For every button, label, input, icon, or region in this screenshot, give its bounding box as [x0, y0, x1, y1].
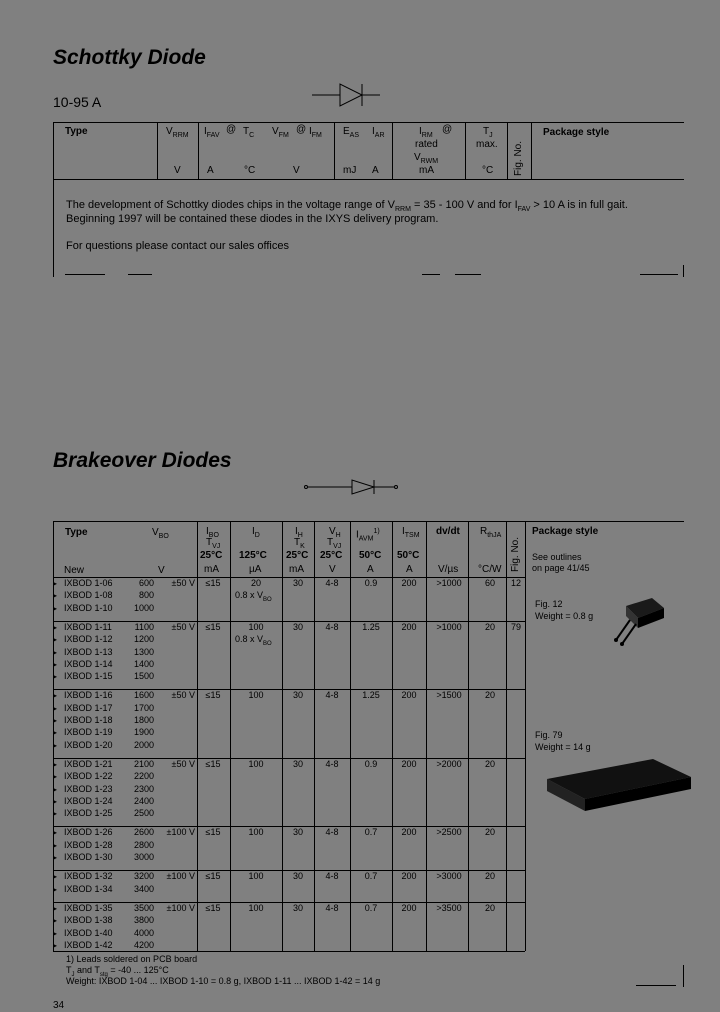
- brakeover-header-vbo: $V_{BO}$: [152, 527, 169, 540]
- schottky-unit: mA: [419, 165, 434, 176]
- schottky-header-ifm: $I_{FM}$: [309, 126, 322, 139]
- brakeover-header-id: $I_D$: [252, 526, 260, 539]
- brakeover-footer-rule: [683, 965, 684, 987]
- brakeover-table-bottom-rule: [53, 951, 525, 952]
- brakeover-header-ih-temp: 25°C: [286, 550, 309, 561]
- cell-dvdt: >1000: [436, 578, 462, 588]
- cell-vbo: 4200: [133, 939, 154, 950]
- schottky-header-irm: $I_{RM}$: [419, 126, 433, 139]
- schottky-header-ifav: $I_{FAV}$: [204, 126, 220, 139]
- page-number: 34: [53, 1000, 65, 1011]
- cell-type: IXBOD 1-30: [64, 852, 113, 862]
- brakeover-header-vh-temp: 25°C: [320, 550, 343, 561]
- cell-id: 100: [248, 827, 264, 838]
- schottky-table-header-rule: [53, 179, 684, 180]
- cell-type: IXBOD 1-42: [64, 939, 113, 950]
- cell-type: IXBOD 1-28: [64, 839, 113, 850]
- brakeover-col-divider: [525, 521, 526, 951]
- schottky-header-package: Package style: [543, 127, 610, 138]
- brakeover-header-itsm-unit: A: [406, 564, 413, 575]
- cell-vbo: 4000: [133, 927, 154, 938]
- schottky-footer-rule: [640, 274, 678, 275]
- cell-type: IXBOD 1-18: [64, 715, 113, 725]
- schottky-unit: °C: [482, 165, 494, 176]
- cell-type: IXBOD 1-32: [64, 871, 113, 882]
- brakeover-diode-symbol: [302, 478, 402, 496]
- brakeover-header-itsm: $I_{TSM}$: [402, 526, 420, 539]
- cell-iavm: 1.25: [362, 690, 380, 701]
- package-outlines-page: on page 41/45: [532, 563, 590, 573]
- cell-iavm: 0.7: [364, 871, 378, 882]
- cell-vbo: 3500: [133, 902, 154, 913]
- schottky-header-at: @: [442, 124, 453, 135]
- schottky-title: Schottky Diode: [53, 46, 206, 69]
- brakeover-col-divider: [426, 521, 427, 951]
- row-marker-icon: ▸: [53, 772, 58, 782]
- row-marker-icon: ▸: [53, 716, 58, 725]
- cell-ih: 30: [292, 871, 304, 882]
- schottky-footer-rule: [65, 274, 105, 275]
- cell-itsm: 200: [401, 621, 417, 632]
- cell-dvdt: >2000: [436, 758, 462, 769]
- cell-vbo: 2800: [133, 839, 154, 850]
- schottky-table-left-rule: [53, 122, 54, 277]
- cell-id-alt: 0.8 x $V_{BO}$: [235, 590, 272, 604]
- cell-vbo: 2400: [133, 795, 154, 806]
- cell-itsm: 200: [401, 690, 417, 701]
- cell-itsm: 200: [401, 827, 417, 838]
- cell-rth: 20: [484, 690, 496, 701]
- row-marker-icon: ▸: [53, 647, 58, 657]
- brakeover-header-iavm: $I_{AVM}^{1)}$: [356, 528, 380, 543]
- cell-vh: 4-8: [325, 871, 339, 882]
- cell-ibo: ≤15: [205, 621, 221, 632]
- schottky-footer-rule: [455, 274, 481, 275]
- cell-itsm: 200: [401, 578, 417, 588]
- cell-type: IXBOD 1-06: [64, 578, 113, 588]
- cell-ibo: ≤15: [205, 871, 221, 882]
- cell-dvdt: >1500: [436, 690, 462, 701]
- cell-type: IXBOD 1-20: [64, 739, 113, 750]
- brakeover-header-ibo: $I_{BO}$: [206, 526, 219, 539]
- row-marker-icon: ▸: [53, 691, 58, 701]
- brakeover-header-rth: $R_{thJA}$: [480, 526, 502, 539]
- brakeover-col-divider: [230, 521, 231, 951]
- cell-fig: 79: [510, 621, 522, 632]
- row-marker-icon: ▸: [53, 759, 58, 769]
- schottky-unit: A: [207, 165, 214, 176]
- schottky-header-tc: $T_C$: [243, 126, 255, 139]
- schottky-unit: A: [372, 165, 379, 176]
- cell-id: 100: [248, 621, 264, 632]
- row-marker-icon: ▸: [53, 840, 58, 850]
- cell-type: IXBOD 1-40: [64, 927, 113, 938]
- cell-ibo: ≤15: [205, 758, 221, 769]
- cell-dvdt: >1000: [436, 621, 462, 632]
- cell-vbo: 2200: [133, 771, 154, 782]
- brakeover-header-vh-t: $T_{VJ}$: [327, 537, 342, 550]
- schottky-unit: V: [293, 165, 300, 176]
- row-marker-icon: ▸: [53, 872, 58, 882]
- row-marker-icon: ▸: [53, 884, 58, 894]
- schottky-paragraph-3: For questions please contact our sales offices: [66, 240, 289, 252]
- schottky-col-divider: [198, 122, 199, 179]
- cell-rth: 60: [484, 578, 496, 588]
- schottky-col-divider: [392, 122, 393, 179]
- cell-ibo: ≤15: [205, 578, 221, 588]
- cell-vh: 4-8: [325, 758, 339, 769]
- brakeover-header-ih-t: $T_K$: [294, 537, 305, 550]
- row-marker-icon: ▸: [53, 728, 58, 738]
- cell-itsm: 200: [401, 902, 417, 913]
- cell-tolerance: ±50 V: [171, 621, 195, 632]
- row-marker-icon: ▸: [53, 659, 58, 669]
- cell-tolerance: ±100 V: [166, 827, 195, 838]
- cell-type: IXBOD 1-11: [64, 621, 112, 632]
- cell-fig: 12: [510, 578, 522, 588]
- cell-type: IXBOD 1-35: [64, 902, 113, 913]
- cell-type: IXBOD 1-23: [64, 783, 113, 794]
- schottky-paragraph-1: The development of Schottky diodes chips in the voltage range of $V_{RRM} = 35 - 100$ V and for $I_{FAV} > 10$ A is in full gait.: [66, 199, 628, 214]
- cell-type: IXBOD 1-15: [64, 671, 113, 682]
- cell-iavm: 0.9: [364, 578, 378, 588]
- cell-iavm: 1.25: [362, 621, 380, 632]
- cell-rth: 20: [484, 758, 496, 769]
- schottky-footer-rule: [128, 274, 152, 275]
- cell-type: IXBOD 1-22: [64, 771, 113, 782]
- brakeover-header-vh-unit: V: [329, 564, 336, 575]
- package-fig79-weight: Weight = 14 g: [535, 742, 591, 752]
- cell-id-alt: 0.8 x $V_{BO}$: [235, 634, 272, 647]
- cell-ih: 30: [292, 902, 304, 913]
- cell-tolerance: ±50 V: [171, 690, 195, 701]
- schottky-col-divider: [157, 122, 158, 179]
- cell-vbo: 2300: [133, 783, 154, 794]
- row-marker-icon: ▸: [53, 784, 58, 794]
- cell-itsm: 200: [401, 871, 417, 882]
- cell-type: IXBOD 1-08: [64, 590, 113, 601]
- brakeover-col-divider: [314, 521, 315, 951]
- cell-rth: 20: [484, 871, 496, 882]
- row-marker-icon: ▸: [53, 809, 58, 819]
- brakeover-header-ih-unit: mA: [289, 564, 304, 575]
- package-fig79-label: Fig. 79: [535, 730, 563, 740]
- schottky-header-at: @: [296, 124, 307, 135]
- cell-type: IXBOD 1-25: [64, 808, 113, 819]
- cell-vbo: 2600: [133, 827, 154, 838]
- row-marker-icon: ▸: [53, 622, 58, 632]
- row-marker-icon: ▸: [53, 703, 58, 713]
- cell-type: IXBOD 1-34: [64, 883, 113, 894]
- brakeover-header-ibo-unit: mA: [204, 564, 219, 575]
- brakeover-footer-rule: [636, 985, 676, 986]
- cell-vbo: 3200: [133, 871, 154, 882]
- row-marker-icon: ▸: [53, 591, 58, 601]
- brakeover-header-type: Type: [65, 527, 88, 538]
- brakeover-col-divider: [350, 521, 351, 951]
- brakeover-col-divider: [392, 521, 393, 951]
- row-marker-icon: ▸: [53, 635, 58, 645]
- schottky-header-eas: $E_{AS}$: [343, 126, 360, 139]
- brakeover-header-itsm-temp: 50°C: [397, 550, 420, 561]
- package-outlines-text: See outlines: [532, 552, 582, 562]
- brakeover-header-dvdt: dv/dt: [436, 526, 460, 537]
- brakeover-header-id-unit: µA: [249, 564, 262, 575]
- row-marker-icon: ▸: [53, 828, 58, 838]
- cell-id: 100: [248, 902, 264, 913]
- cell-vbo: 1000: [133, 602, 154, 613]
- cell-type: IXBOD 1-38: [64, 915, 113, 926]
- cell-type: IXBOD 1-14: [64, 658, 113, 669]
- brakeover-title: Brakeover Diodes: [53, 449, 232, 472]
- package-fig12-image: [612, 596, 672, 648]
- package-fig12-label: Fig. 12: [535, 599, 563, 609]
- schottky-table-top-rule: [53, 122, 684, 123]
- cell-tolerance: ±100 V: [166, 902, 195, 913]
- cell-iavm: 0.7: [364, 902, 378, 913]
- cell-dvdt: >3000: [436, 871, 462, 882]
- schottky-unit: mJ: [343, 165, 357, 176]
- cell-vh: 4-8: [325, 827, 339, 838]
- cell-vbo: 2100: [133, 758, 154, 769]
- package-fig12-weight: Weight = 0.8 g: [535, 611, 594, 621]
- schottky-header-vrrm: $V_{RRM}$: [166, 126, 189, 139]
- schottky-col-divider: [334, 122, 335, 179]
- cell-vbo: 3000: [133, 852, 154, 862]
- cell-type: IXBOD 1-21: [64, 758, 113, 769]
- cell-type: IXBOD 1-16: [64, 690, 113, 701]
- schottky-header-at: @: [226, 124, 237, 135]
- cell-iavm: 0.7: [364, 827, 378, 838]
- schottky-header-tj-max: max.: [476, 139, 498, 150]
- brakeover-header-ibo-temp: 25°C: [200, 550, 223, 561]
- brakeover-table-top-rule: [53, 521, 684, 522]
- cell-ih: 30: [292, 827, 304, 838]
- schottky-header-vrwm: $V_{RWM}$: [414, 152, 439, 165]
- cell-ibo: ≤15: [205, 690, 221, 701]
- cell-ibo: ≤15: [205, 902, 221, 913]
- cell-vbo: 3400: [133, 883, 154, 894]
- cell-vbo: 3800: [133, 915, 154, 926]
- cell-rth: 20: [484, 621, 496, 632]
- row-marker-icon: ▸: [53, 903, 58, 913]
- cell-type: IXBOD 1-13: [64, 646, 113, 657]
- schottky-header-type: Type: [65, 126, 88, 137]
- row-marker-icon: ▸: [53, 916, 58, 926]
- cell-vbo: 1700: [133, 702, 154, 713]
- cell-vbo: 1100: [134, 621, 154, 632]
- cell-id: 100: [248, 690, 264, 701]
- row-marker-icon: ▸: [53, 796, 58, 806]
- brakeover-header-id-temp: 125°C: [239, 550, 267, 561]
- cell-vbo: 1200: [133, 634, 154, 645]
- cell-type: IXBOD 1-12: [64, 634, 113, 645]
- cell-rth: 20: [484, 827, 496, 838]
- cell-vbo: 1300: [133, 646, 154, 657]
- cell-dvdt: >2500: [436, 827, 462, 838]
- schottky-unit: V: [174, 165, 181, 176]
- cell-type: IXBOD 1-19: [64, 727, 113, 738]
- schottky-header-vfm: $V_{FM}$: [272, 126, 289, 139]
- cell-vbo: 1400: [133, 658, 154, 669]
- schottky-header-rated: rated: [415, 139, 438, 150]
- cell-tolerance: ±100 V: [166, 871, 195, 882]
- brakeover-header-iavm-temp: 50°C: [359, 550, 382, 561]
- footnote-2: $T_J$ and $T_{stg} = -40$ ... 125°C: [66, 965, 169, 978]
- cell-ih: 30: [292, 758, 304, 769]
- schottky-footer-rule: [683, 265, 684, 277]
- schottky-header-iar: $I_{AR}$: [372, 126, 385, 139]
- brakeover-header-iavm-unit: A: [367, 564, 374, 575]
- schottky-unit: °C: [244, 165, 256, 176]
- cell-type: IXBOD 1-17: [64, 702, 113, 713]
- cell-type: IXBOD 1-24: [64, 795, 113, 806]
- brakeover-header-vh: $V_H$: [329, 526, 341, 539]
- footnote-1: 1) Leads soldered on PCB board: [66, 954, 198, 964]
- cell-ibo: ≤15: [205, 827, 221, 838]
- cell-vbo: 1800: [133, 715, 154, 725]
- cell-vbo: 2000: [133, 739, 154, 750]
- cell-iavm: 0.9: [364, 758, 378, 769]
- brakeover-col-divider: [197, 521, 198, 951]
- schottky-header-tj: $T_J$: [483, 126, 493, 139]
- cell-tolerance: ±50 V: [171, 578, 195, 588]
- cell-id: 20: [250, 578, 262, 588]
- cell-ih: 30: [292, 621, 304, 632]
- brakeover-header-new: New: [64, 565, 85, 576]
- schottky-col-divider: [531, 122, 532, 179]
- cell-vh: 4-8: [325, 902, 339, 913]
- schottky-paragraph-2: Beginning 1997 will be contained these diodes in the IXYS delivery program.: [66, 213, 439, 225]
- brakeover-header-package: Package style: [532, 526, 599, 537]
- schottky-col-divider: [465, 122, 466, 179]
- cell-vbo: 800: [138, 590, 154, 601]
- cell-itsm: 200: [401, 758, 417, 769]
- cell-vbo: 1600: [133, 690, 154, 701]
- schottky-header-fig-no: Fig. No.: [513, 140, 524, 176]
- cell-ih: 30: [292, 578, 304, 588]
- row-marker-icon: ▸: [53, 579, 58, 588]
- row-marker-icon: ▸: [53, 928, 58, 938]
- brakeover-col-divider: [282, 521, 283, 951]
- cell-vbo: 2500: [133, 808, 154, 819]
- row-marker-icon: ▸: [53, 603, 58, 613]
- cell-type: IXBOD 1-10: [64, 602, 113, 613]
- cell-vh: 4-8: [325, 621, 339, 632]
- brakeover-header-ih: $I_H$: [295, 526, 303, 539]
- brakeover-header-fig-no: Fig. No.: [510, 536, 521, 572]
- brakeover-col-divider: [468, 521, 469, 951]
- brakeover-header-rth-unit: °C/W: [478, 564, 502, 575]
- cell-tolerance: ±50 V: [171, 758, 195, 769]
- brakeover-header-ibo-t: $T_{VJ}$: [206, 537, 221, 550]
- schottky-footer-rule: [422, 274, 440, 275]
- brakeover-header-unit-v: V: [158, 565, 165, 576]
- cell-vbo: 1900: [133, 727, 154, 738]
- row-marker-icon: ▸: [53, 740, 58, 750]
- brakeover-header-dvdt-unit: V/µs: [438, 564, 459, 575]
- row-marker-icon: ▸: [53, 672, 58, 682]
- schottky-col-divider: [507, 122, 508, 179]
- cell-vh: 4-8: [325, 690, 339, 701]
- row-marker-icon: ▸: [53, 940, 58, 950]
- cell-id: 100: [248, 871, 264, 882]
- schottky-diode-symbol: [312, 82, 380, 108]
- row-marker-icon: ▸: [53, 853, 58, 862]
- schottky-current-range: 10-95 A: [53, 94, 102, 110]
- cell-ih: 30: [292, 690, 304, 701]
- cell-type: IXBOD 1-26: [64, 827, 113, 838]
- brakeover-col-divider: [506, 521, 507, 951]
- cell-vh: 4-8: [325, 578, 339, 588]
- cell-vbo: 1500: [133, 671, 154, 682]
- cell-rth: 20: [484, 902, 496, 913]
- package-fig79-image: [545, 757, 695, 815]
- cell-id: 100: [248, 758, 264, 769]
- footnote-3: Weight: IXBOD 1-04 ... IXBOD 1-10 = 0.8 g, IXBOD 1-11 ... IXBOD 1-42 = 14 g: [66, 976, 381, 986]
- cell-dvdt: >3500: [436, 902, 462, 913]
- cell-vbo: 600: [138, 578, 154, 588]
